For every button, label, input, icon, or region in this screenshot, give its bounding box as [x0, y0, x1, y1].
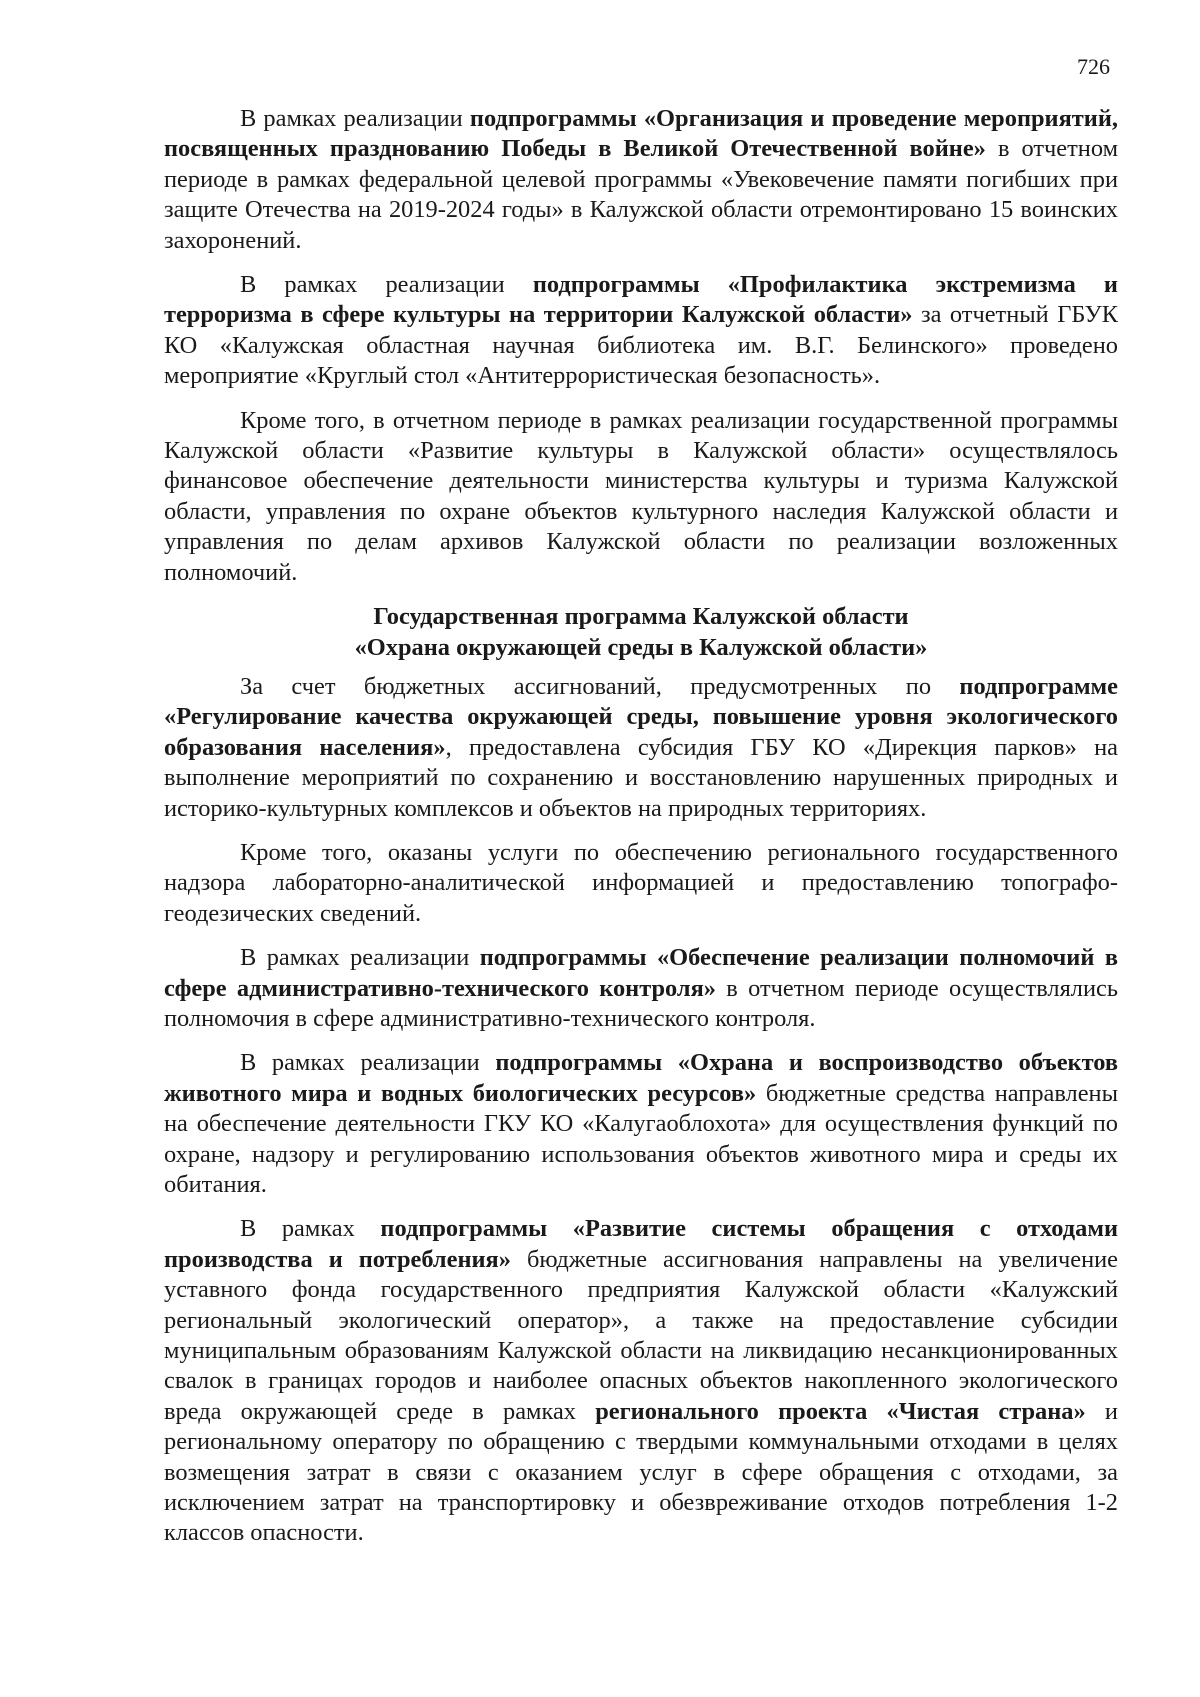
- document-body: [164, 104, 1118, 1563]
- paragraph-text: бюджетные ассигнования направлены на увеличение уставного фонда государственного предприятия Калужской области «Калужский региональный экологический оператор», а также на предоставление субсидии муниципальным образованиям Калужской области на ликвидацию несанкционированных свалок в границах городов и наиболее опасных объектов накопленного экологического вреда окружающей среде в рамках: [164, 1245, 1118, 1425]
- paragraph-culture-ministry-funding: [164, 406, 1118, 588]
- subprogram-name: подпрограмме «Регулирование качества окружающей среды, повышение уровня экологического образования населения»: [164, 672, 1118, 761]
- paragraph-text: за отчетный ГБУК КО «Калужская областная научная библиотека им. В.Г. Белинского» проведено мероприятие «Круглый стол «Антитеррористическая безопасность».: [164, 301, 1118, 390]
- paragraph-text: Кроме того, оказаны услуги по обеспечению регионального государственного надзора лабораторно-аналитической информацией и предоставлению топографо-геодезических сведений.: [164, 838, 1118, 927]
- subprogram-name: подпрограммы «Охрана и воспроизводство объектов животного мира и водных биологических ресурсов»: [164, 1049, 1118, 1107]
- subprogram-name: подпрограммы «Развитие системы обращения с отходами производства и потребления»: [164, 1215, 1118, 1273]
- paragraph-text: в отчетном периоде осуществлялись полномочия в сфере административно-технического контроля.: [164, 974, 1118, 1032]
- regional-project-name: регионального проекта «Чистая страна»: [595, 1397, 1086, 1425]
- paragraph-text: бюджетные средства направлены на обеспечение деятельности ГКУ КО «Калугаоблохота» для осуществления функций по охране, надзору и регулированию использования объектов животного мира и среды их обитания.: [164, 1079, 1118, 1198]
- paragraph-regional-supervision-services: [164, 838, 1118, 929]
- paragraph-wildlife-protection-subprogram: [164, 1048, 1118, 1200]
- paragraph-admin-technical-control-subprogram: [164, 943, 1118, 1034]
- paragraph-text: в отчетном периоде в рамках федеральной целевой программы «Увековечение памяти погибших при защите Отечества на 2019-2024 годы» в Калужской области отремонтировано 15 воинских захоронений.: [164, 135, 1119, 254]
- paragraph-text: и региональному оператору по обращению с твердыми коммунальными отходами в целях возмещения затрат в связи с оказанием услуг в сфере обращения с отходами, за исключением затрат на транспортировку и обезвреживание отходов потребления 1-2 классов опасности.: [164, 1397, 1118, 1547]
- paragraph-environment-quality-subprogram: [164, 672, 1118, 824]
- subprogram-name: подпрограммы «Организация и проведение мероприятий, посвященных празднованию Победы в Великой Отечественной войне»: [164, 105, 1118, 163]
- subprogram-name: подпрограммы «Профилактика экстремизма и терроризма в сфере культуры на территории Калужской области»: [164, 271, 1118, 329]
- paragraph-text: В рамках реализации: [240, 271, 533, 299]
- paragraph-waste-management-subprogram: [164, 1214, 1118, 1548]
- paragraph-text: В рамках реализации: [240, 944, 480, 972]
- paragraph-victory-subprogram: [164, 104, 1118, 256]
- paragraph-text: В рамках: [240, 1215, 381, 1243]
- section-heading-line-2: «Охрана окружающей среды в Калужской области»: [354, 633, 928, 661]
- page-number: 726: [1077, 54, 1110, 79]
- paragraph-extremism-subprogram: [164, 270, 1118, 392]
- section-heading: [164, 602, 1118, 663]
- paragraph-text: , предоставлена субсидия ГБУ КО «Дирекция парков» на выполнение мероприятий по сохранению и восстановлению нарушенных природных и историко-культурных комплексов и объектов на природных территориях.: [164, 733, 1118, 822]
- paragraph-text: В рамках реализации: [240, 105, 470, 132]
- paragraph-text: За счет бюджетных ассигнований, предусмотренных по: [240, 672, 960, 700]
- section-heading-line-1: Государственная программа Калужской области: [373, 603, 909, 631]
- paragraph-text: В рамках реализации: [240, 1049, 496, 1077]
- subprogram-name: подпрограммы «Обеспечение реализации полномочий в сфере административно-технического контроля»: [164, 944, 1118, 1002]
- paragraph-text: Кроме того, в отчетном периоде в рамках реализации государственной программы Калужской области «Развитие культуры в Калужской области» осуществлялось финансовое обеспечение деятельности министерства культуры и туризма Калужской области, управления по охране объектов культурного наследия Калужской области и управления по делам архивов Калужской области по реализации возложенных полномочий.: [164, 406, 1118, 586]
